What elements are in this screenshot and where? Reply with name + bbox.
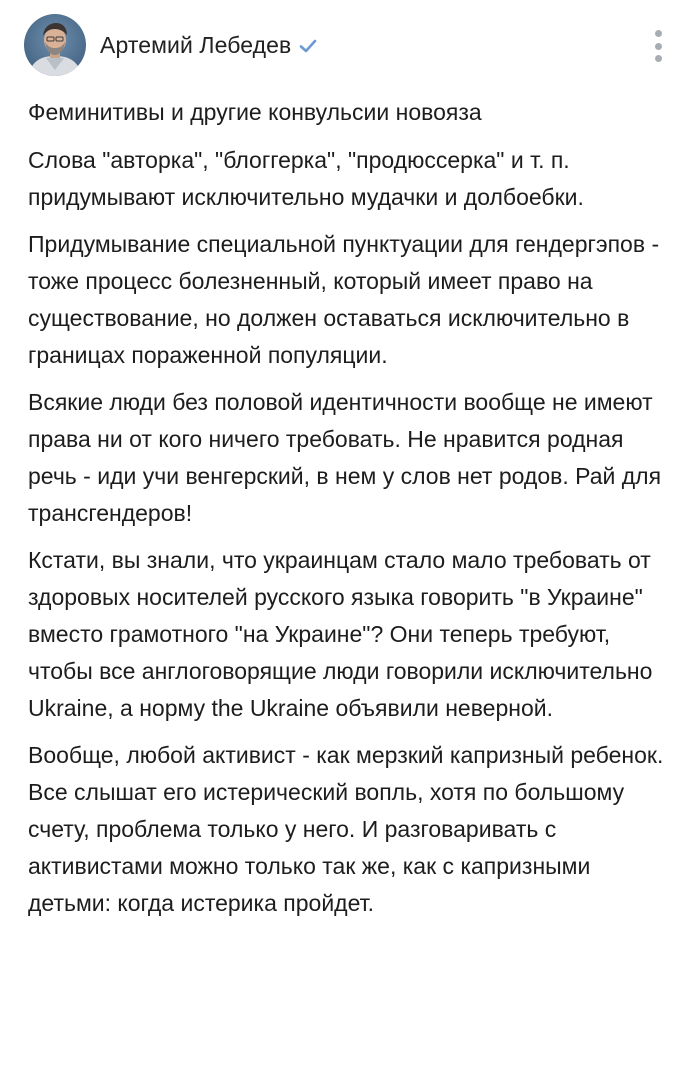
more-vertical-icon[interactable] (644, 26, 672, 66)
post-paragraph: Кстати, вы знали, что украинцам стало мало требовать от здоровых носителей русского языка говорить "в Украине" вместо грамотного "на Украине"? Они теперь требуют, чтобы все англоговорящие люди говорили исключительно Ukraine, а норму the Ukraine объявили неверной. (28, 547, 653, 721)
post-paragraph: Слова "авторка", "блоггерка", "продюссерка" и т. п. придумывают исключительно мудачки и долбоебки. (28, 147, 584, 210)
post-header (28, 0, 672, 90)
post-body (28, 142, 672, 922)
post-paragraph: Всякие люди без половой идентичности вообще не имеют права ни от кого ничего требовать. Не нравится родная речь - иди учи венгерский, в нем у слов нет родов. Рай для трансгендеров! (28, 389, 662, 526)
author-name[interactable]: Артемий Лебедев (100, 31, 292, 58)
menu-dot (655, 55, 662, 62)
avatar-image (24, 14, 86, 76)
menu-dot (655, 30, 662, 37)
post-paragraph: Вообще, любой активист - как мерзкий капризный ребенок. Все слышат его истерический вопль, хотя по большому счету, проблема только у него. И разговаривать с активистами можно только так же, как с капризными детьми: когда истерика пройдет. (28, 742, 664, 916)
post-title: Феминитивы и другие конвульсии новояза (28, 99, 482, 125)
post-paragraph: Придумывание специальной пунктуации для гендергэпов - тоже процесс болезненный, который имеет право на существование, но должен оставаться исключительно в границах пораженной популяции. (28, 231, 660, 368)
avatar[interactable] (24, 14, 86, 76)
menu-dot (655, 43, 662, 50)
verified-check-icon (298, 36, 318, 56)
